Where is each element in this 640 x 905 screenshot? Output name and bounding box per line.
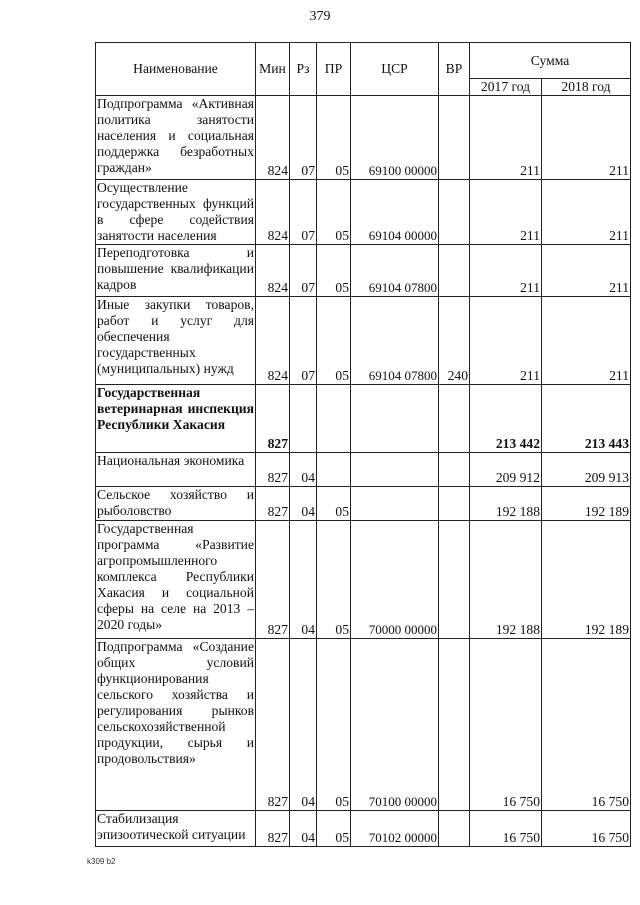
cell-vr — [439, 96, 470, 180]
page-number: 379 — [309, 9, 331, 24]
cell-2017: 209 912 — [470, 453, 542, 487]
cell-name: Подпрограмма «Создание общих условий функционирования сельского хозяйства и регулирования рынков сельскохозяйственной продукции, сырья и продовольствия» — [96, 639, 256, 811]
cell-min: 827 — [256, 521, 290, 639]
cell-2018: 211 — [542, 297, 631, 385]
cell-rz: 04 — [290, 453, 317, 487]
table-row — [96, 811, 631, 847]
cell-pr: 05 — [317, 180, 351, 245]
cell-vr — [439, 453, 470, 487]
cell-csr: 69100 00000 — [351, 96, 439, 180]
footer-code: k309 b2 — [87, 857, 116, 866]
cell-csr — [351, 487, 439, 521]
cell-2017: 211 — [470, 96, 542, 180]
cell-csr: 69104 07800 — [351, 297, 439, 385]
cell-vr — [439, 639, 470, 811]
table-row — [96, 245, 631, 297]
cell-rz: 04 — [290, 487, 317, 521]
cell-vr — [439, 487, 470, 521]
cell-vr — [439, 521, 470, 639]
cell-2018: 211 — [542, 96, 631, 180]
cell-min: 824 — [256, 180, 290, 245]
cell-2018: 211 — [542, 180, 631, 245]
cell-rz: 04 — [290, 521, 317, 639]
cell-csr: 69104 00000 — [351, 180, 439, 245]
cell-pr: 05 — [317, 487, 351, 521]
cell-rz — [290, 385, 317, 453]
cell-2017: 211 — [470, 297, 542, 385]
cell-rz: 07 — [290, 245, 317, 297]
table-row — [96, 639, 631, 811]
cell-csr: 70000 00000 — [351, 521, 439, 639]
table-body — [96, 96, 631, 847]
cell-csr: 69104 07800 — [351, 245, 439, 297]
budget-table — [95, 42, 631, 847]
cell-2018: 16 750 — [542, 639, 631, 811]
cell-min: 827 — [256, 639, 290, 811]
table-row — [96, 453, 631, 487]
cell-min: 827 — [256, 453, 290, 487]
cell-csr — [351, 453, 439, 487]
cell-pr: 05 — [317, 811, 351, 847]
cell-pr — [317, 453, 351, 487]
cell-pr: 05 — [317, 245, 351, 297]
header-csr: ЦСР — [351, 43, 439, 96]
cell-2018: 209 913 — [542, 453, 631, 487]
cell-vr — [439, 180, 470, 245]
cell-rz: 07 — [290, 96, 317, 180]
cell-pr — [317, 385, 351, 453]
header-2018: 2018 год — [542, 79, 631, 96]
cell-min: 824 — [256, 245, 290, 297]
header-min: Мин — [256, 43, 290, 96]
cell-min: 824 — [256, 297, 290, 385]
table-row — [96, 487, 631, 521]
cell-vr — [439, 245, 470, 297]
cell-2018: 192 189 — [542, 487, 631, 521]
cell-pr: 05 — [317, 297, 351, 385]
cell-name: Подпрограмма «Активная политика занятости населения и социальная поддержка безработных граждан» — [96, 96, 256, 180]
cell-2017: 16 750 — [470, 811, 542, 847]
table-row — [96, 180, 631, 245]
header-rz: Рз — [290, 43, 317, 96]
cell-2017: 192 188 — [470, 487, 542, 521]
cell-min: 824 — [256, 96, 290, 180]
header-vr: ВР — [439, 43, 470, 96]
cell-2017: 211 — [470, 180, 542, 245]
cell-2018: 16 750 — [542, 811, 631, 847]
cell-rz: 07 — [290, 297, 317, 385]
cell-name: Стабилизация эпизоотической ситуации — [96, 811, 256, 847]
table-row — [96, 385, 631, 453]
cell-name: Осуществление государственных функций в сфере содействия занятости населения — [97, 180, 254, 243]
cell-min: 827 — [256, 385, 290, 453]
table-row — [96, 297, 631, 385]
cell-2017: 192 188 — [470, 521, 542, 639]
cell-name: Иные закупки товаров, работ и услуг для обеспечения государственных (муниципальных) нужд — [96, 297, 256, 385]
header-pr: ПР — [317, 43, 351, 96]
cell-2017: 213 442 — [470, 385, 542, 453]
cell-2017: 16 750 — [470, 639, 542, 811]
cell-pr: 05 — [317, 96, 351, 180]
cell-csr: 70102 00000 — [351, 811, 439, 847]
cell-2018: 213 443 — [542, 385, 631, 453]
cell-name: Переподготовка и повышение квалификации кадров — [96, 245, 256, 297]
cell-name: Государственная программа «Развитие агропромышленного комплекса Республики Хакасия и социальной сферы на селе на 2013 – 2020 годы» — [96, 521, 256, 639]
cell-pr: 05 — [317, 521, 351, 639]
header-2017: 2017 год — [470, 79, 542, 96]
cell-2018: 211 — [542, 245, 631, 297]
cell-name: Государственная ветеринарная инспекция Республики Хакасия — [96, 385, 256, 453]
cell-csr — [351, 385, 439, 453]
cell-min: 827 — [256, 811, 290, 847]
header-name: Наименование — [96, 43, 256, 96]
cell-vr — [439, 385, 470, 453]
cell-2017: 211 — [470, 245, 542, 297]
cell-csr: 70100 00000 — [351, 639, 439, 811]
cell-name: Сельское хозяйство и рыболовство — [96, 487, 256, 521]
cell-rz: 04 — [290, 639, 317, 811]
header-sum: Сумма — [470, 43, 631, 79]
table-row — [96, 96, 631, 180]
cell-vr: 240 — [439, 297, 470, 385]
cell-pr: 05 — [317, 639, 351, 811]
table-row — [96, 521, 631, 639]
cell-min: 827 — [256, 487, 290, 521]
cell-2018: 192 189 — [542, 521, 631, 639]
cell-name: Национальная экономика — [96, 453, 256, 487]
cell-vr — [439, 811, 470, 847]
cell-rz: 07 — [290, 180, 317, 245]
cell-rz: 04 — [290, 811, 317, 847]
